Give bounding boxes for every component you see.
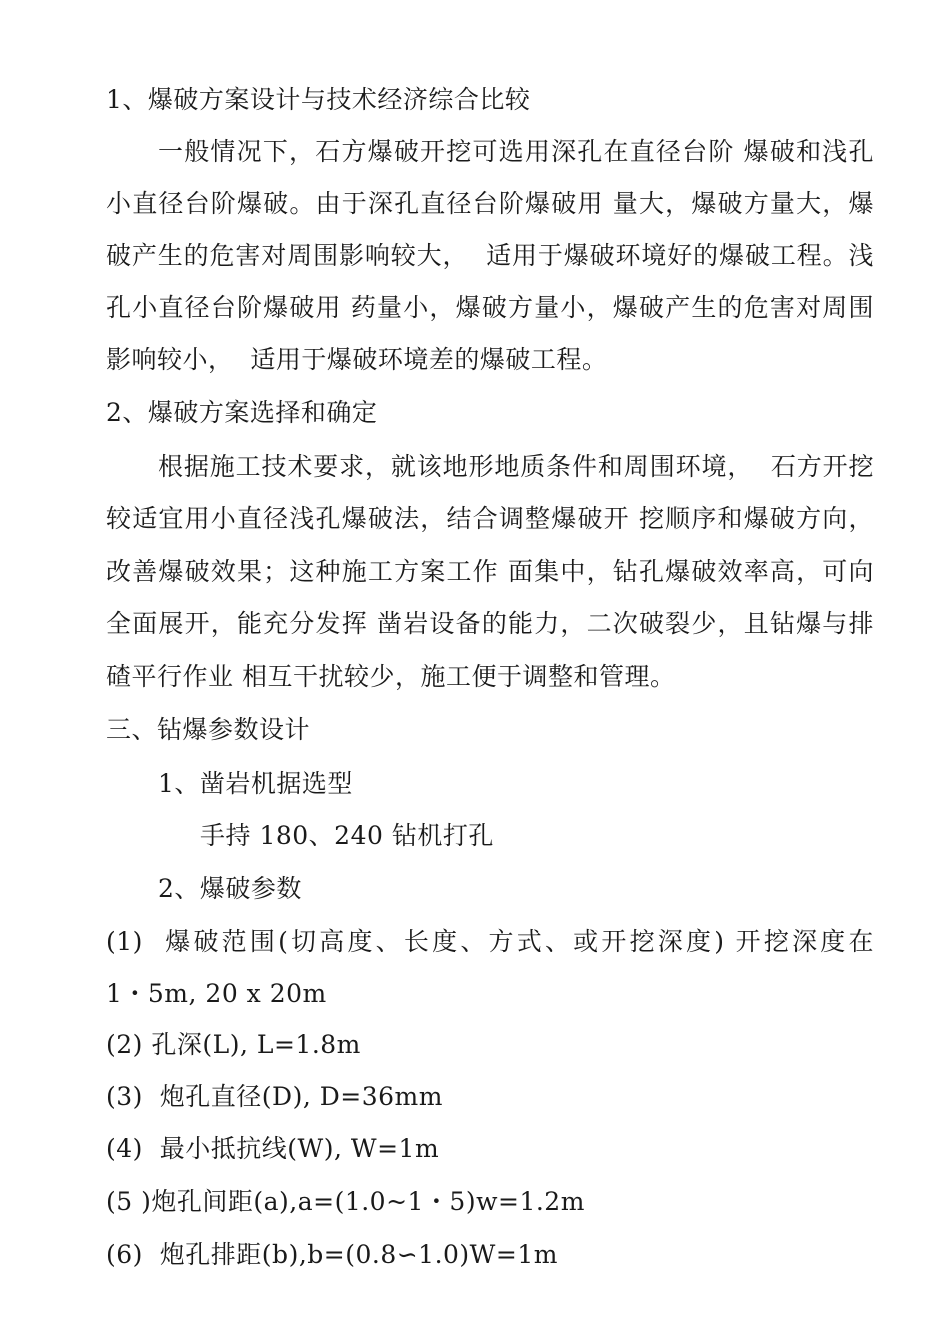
parameter-item: (2) 孔深(L), L=1.8m: [106, 1030, 361, 1059]
subheading-blasting-parameters: 2、爆破参数: [158, 874, 302, 903]
paragraph-line: 全面展开，能充分发挥 凿岩设备的能力，二次破裂少，且钻爆与排: [106, 609, 874, 638]
paragraph-line: 一般情况下，石方爆破开挖可选用深孔在直径台阶 爆破和浅孔: [158, 137, 874, 166]
paragraph-line: 较适宜用小直径浅孔爆破法，结合调整爆破开 挖顺序和爆破方向，: [106, 504, 874, 533]
paragraph-line: 破产生的危害对周围影响较大， 适用于爆破环境好的爆破工程。浅: [106, 241, 874, 270]
paragraph-line: 孔小直径台阶爆破用 药量小，爆破方量小，爆破产生的危害对周围: [106, 293, 874, 322]
paragraph-line: 小直径台阶爆破。由于深孔直径台阶爆破用 量大，爆破方量大，爆: [106, 189, 874, 218]
paragraph-line: 根据施工技术要求，就该地形地质条件和周围环境， 石方开挖: [158, 452, 874, 481]
subheading-rock-drill-selection: 1、凿岩机据选型: [158, 769, 353, 798]
parameter-item: (1) 爆破范围(切高度、长度、方式、或开挖深度) 开挖深度在: [106, 927, 874, 956]
text-drill-model: 手持 180、240 钻机打孔: [200, 821, 494, 850]
parameter-item: (6) 炮孔排距(b),b=(0.8∽1.0)W=1m: [106, 1240, 558, 1269]
heading-blasting-design-comparison: 1、爆破方案设计与技术经济综合比较: [106, 85, 531, 114]
paragraph-line: 碴平行作业 相互干扰较少，施工便于调整和管理。: [106, 662, 676, 691]
heading-drilling-parameters: 三、钻爆参数设计: [106, 715, 311, 744]
heading-blasting-plan-selection: 2、爆破方案选择和确定: [106, 398, 378, 427]
parameter-item: (4) 最小抵抗线(W), W=1m: [106, 1134, 440, 1163]
paragraph-line: 改善爆破效果；这种施工方案工作 面集中，钻孔爆破效率高，可向: [106, 557, 874, 586]
paragraph-line: 影响较小， 适用于爆破环境差的爆破工程。: [106, 345, 608, 374]
parameter-item: (3) 炮孔直径(D), D=36mm: [106, 1082, 443, 1111]
parameter-item: (5 )炮孔间距(a),a=(1.0~1・5)w=1.2m: [106, 1187, 585, 1216]
parameter-item: 1・5m, 20 x 20m: [106, 979, 327, 1008]
